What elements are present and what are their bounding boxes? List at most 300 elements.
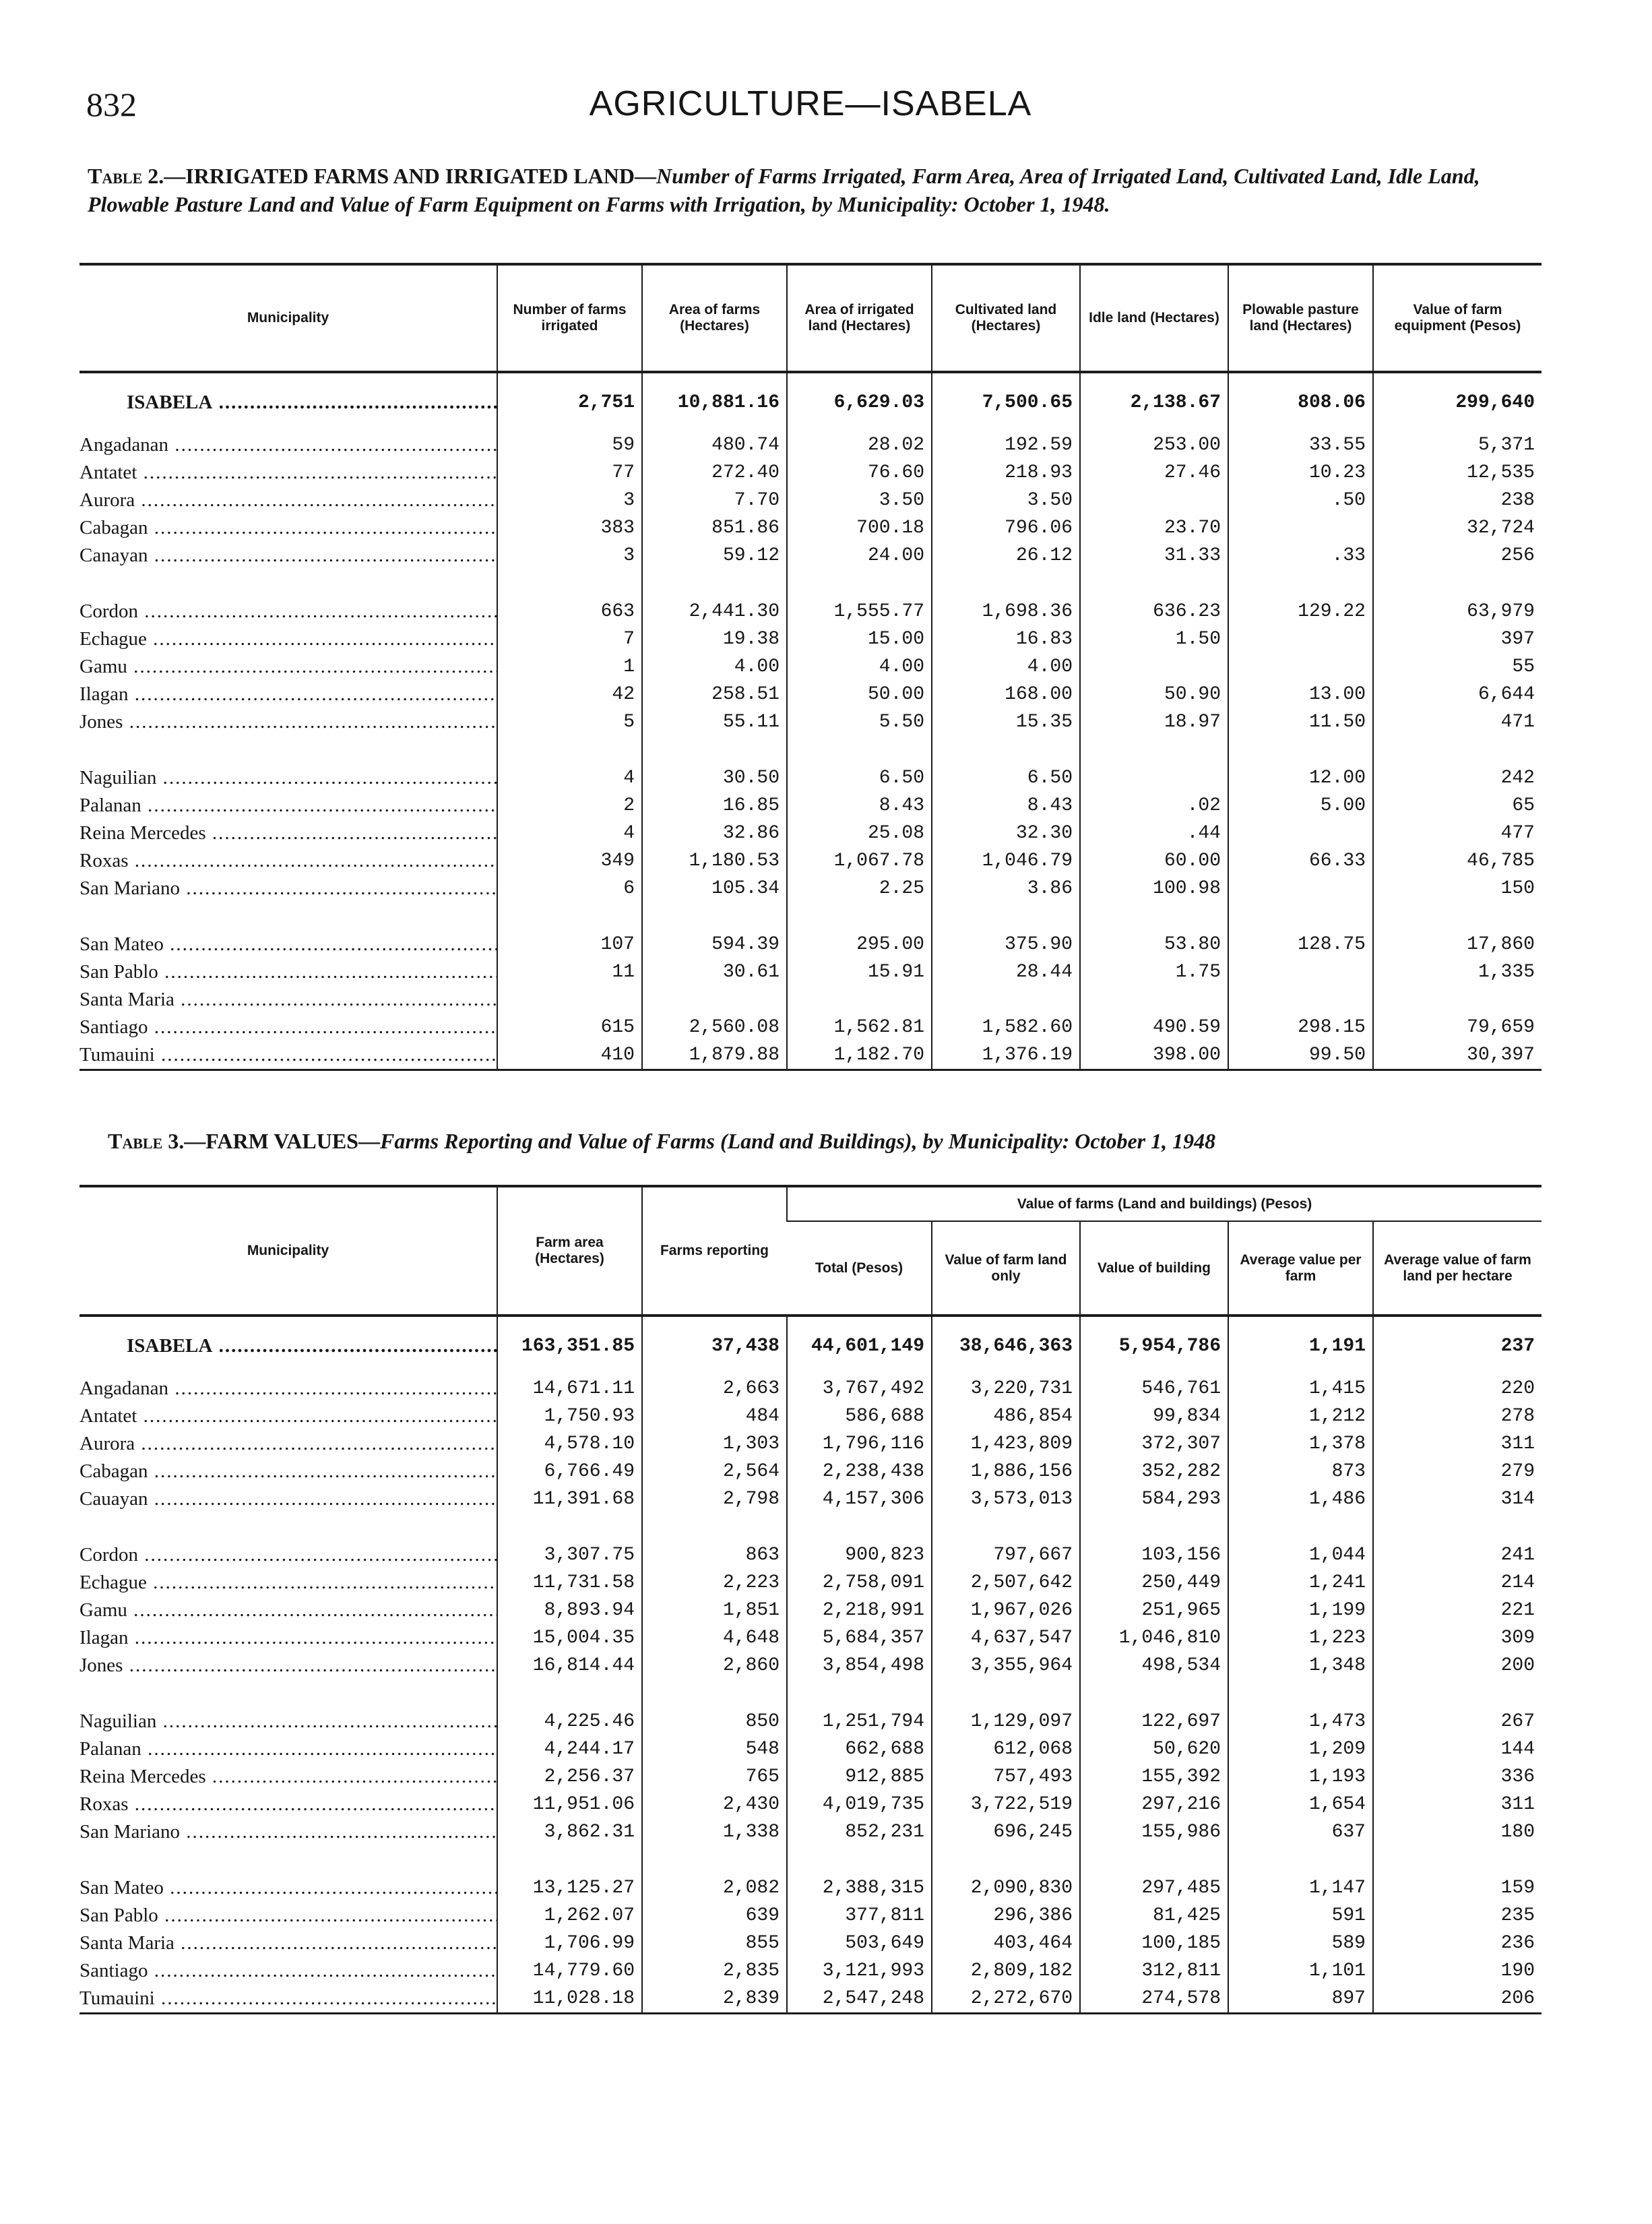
t3-cell-municipality <box>80 1763 497 1791</box>
t2-cell: 5 <box>497 708 642 736</box>
t2-cell: 168.00 <box>932 681 1080 708</box>
table2-caption <box>88 162 1539 218</box>
t3-cell: 1,473 <box>1228 1708 1373 1735</box>
t2-group-spacer <box>80 736 1542 764</box>
t3-municipality-name: Ilagan ..... <box>80 1627 497 1648</box>
t2-cell: 2.25 <box>787 875 932 902</box>
t3-municipality-name: Angadanan ..... <box>80 1378 497 1399</box>
t3-cell: 2,758,091 <box>787 1569 932 1597</box>
t2-cell-municipality <box>80 986 497 1014</box>
t2-cell: 59 <box>497 431 642 459</box>
t3-cell: 15,004.35 <box>497 1624 642 1652</box>
t2-row <box>80 1041 1542 1070</box>
t2-municipality-name: Cabagan ..... <box>80 517 497 538</box>
t3-cell: 2,564 <box>642 1458 787 1485</box>
t3-cell: 99,834 <box>1080 1402 1228 1430</box>
t3-row <box>80 1569 1542 1597</box>
t3-cell: 221 <box>1373 1597 1542 1624</box>
t3-cell: 309 <box>1373 1624 1542 1652</box>
t2-cell: 100.98 <box>1080 875 1228 902</box>
t3-cell: 200 <box>1373 1652 1542 1679</box>
t3-cell: 44,601,149 <box>787 1316 932 1375</box>
t2-header-idle-land: Idle land (Hectares) <box>1080 264 1228 372</box>
t3-cell: 37,438 <box>642 1316 787 1375</box>
t3-cell: 637 <box>1228 1818 1373 1846</box>
t3-header-farm-area: Farm area (Hectares) <box>497 1186 642 1316</box>
t2-municipality-name: Antatet ..... <box>80 462 497 483</box>
t3-cell-municipality <box>80 1708 497 1735</box>
t2-cell: 594.39 <box>642 931 787 958</box>
t2-cell: 477 <box>1373 820 1542 847</box>
t3-cell: 1,129,097 <box>932 1708 1080 1735</box>
t2-cell: 60.00 <box>1080 847 1228 875</box>
t3-cell: 214 <box>1373 1569 1542 1597</box>
t3-cell: 1,348 <box>1228 1652 1373 1679</box>
t3-cell: 279 <box>1373 1458 1542 1485</box>
t3-municipality-name: ISABELA ..... <box>127 1335 497 1357</box>
t2-cell: 6.50 <box>787 764 932 792</box>
t2-cell-municipality <box>80 542 497 569</box>
t2-cell: 700.18 <box>787 514 932 542</box>
table3-label: Table 3.—FARM VALUES— <box>108 1129 380 1153</box>
t2-cell: 105.34 <box>642 875 787 902</box>
table2-description: Number of Farms Irrigated, Farm Area, Area of Irrigated Land, Cultivated Land, Idle Land, Plowable Pasture Land and Value of Farm Equipment on Farms with Irrigation, by Municipality: October 1, 1948. <box>88 164 1480 216</box>
t2-municipality-name: Canayan ..... <box>80 545 497 566</box>
t2-cell: 383 <box>497 514 642 542</box>
t2-group-spacer <box>80 902 1542 931</box>
t3-cell-municipality <box>80 1957 497 1985</box>
t2-cell: 851.86 <box>642 514 787 542</box>
t2-cell: 2,751 <box>497 372 642 431</box>
t2-cell: 1.50 <box>1080 625 1228 653</box>
t3-cell: 1,886,156 <box>932 1458 1080 1485</box>
t2-cell: 8.43 <box>787 792 932 820</box>
t2-cell: 3 <box>497 542 642 569</box>
t2-cell: 12.00 <box>1228 764 1373 792</box>
t2-cell: 5.50 <box>787 708 932 736</box>
t3-cell: 4,578.10 <box>497 1430 642 1458</box>
t2-cell: 55.11 <box>642 708 787 736</box>
t3-cell: 4,244.17 <box>497 1735 642 1763</box>
t3-cell: 1,241 <box>1228 1569 1373 1597</box>
t3-cell: 1,415 <box>1228 1375 1373 1402</box>
t3-row <box>80 1458 1542 1485</box>
t2-cell: 23.70 <box>1080 514 1228 542</box>
t2-cell: 808.06 <box>1228 372 1373 431</box>
t2-cell: 615 <box>497 1014 642 1041</box>
t2-cell-municipality <box>80 598 497 625</box>
t2-cell: 397 <box>1373 625 1542 653</box>
t2-cell: 18.97 <box>1080 708 1228 736</box>
t2-cell: 46,785 <box>1373 847 1542 875</box>
t2-cell-municipality <box>80 1014 497 1041</box>
t3-cell: 274,578 <box>1080 1985 1228 2014</box>
t2-cell: 32,724 <box>1373 514 1542 542</box>
t3-cell: 1,423,809 <box>932 1430 1080 1458</box>
t2-cell-municipality <box>80 875 497 902</box>
t2-cell: 79,659 <box>1373 1014 1542 1041</box>
running-head: AGRICULTURE—ISABELA <box>589 84 1032 123</box>
t2-row <box>80 708 1542 736</box>
t3-cell: 2,839 <box>642 1985 787 2014</box>
t3-municipality-name: San Pablo ..... <box>80 1905 497 1926</box>
t3-row <box>80 1735 1542 1763</box>
t3-cell: 297,216 <box>1080 1791 1228 1818</box>
t3-cell: 103,156 <box>1080 1541 1228 1569</box>
t2-cell <box>787 986 932 1014</box>
t3-row <box>80 1791 1542 1818</box>
t2-cell: 50.90 <box>1080 681 1228 708</box>
t3-row <box>80 1624 1542 1652</box>
t3-cell-municipality <box>80 1929 497 1957</box>
t3-cell: 1,706.99 <box>497 1929 642 1957</box>
t2-municipality-name: San Pablo ..... <box>80 961 497 983</box>
t2-cell: 99.50 <box>1228 1041 1373 1070</box>
t3-cell: 1,191 <box>1228 1316 1373 1375</box>
t2-cell: 295.00 <box>787 931 932 958</box>
t3-row <box>80 1430 1542 1458</box>
t3-row <box>80 1402 1542 1430</box>
t3-cell: 2,082 <box>642 1874 787 1902</box>
t2-cell: 192.59 <box>932 431 1080 459</box>
t3-row <box>80 1485 1542 1513</box>
t2-cell: 32.30 <box>932 820 1080 847</box>
t2-cell: 1,182.70 <box>787 1041 932 1070</box>
t3-cell: 1,338 <box>642 1818 787 1846</box>
t2-row <box>80 459 1542 487</box>
t3-cell: 297,485 <box>1080 1874 1228 1902</box>
table2-irrigated-farms <box>80 263 1542 1071</box>
t3-group-spacer <box>80 1513 1542 1541</box>
t2-municipality-name: Reina Mercedes ..... <box>80 822 497 844</box>
t3-cell: 2,090,830 <box>932 1874 1080 1902</box>
t3-cell: 50,620 <box>1080 1735 1228 1763</box>
t2-cell: 6.50 <box>932 764 1080 792</box>
t2-cell: 24.00 <box>787 542 932 569</box>
t2-cell: 59.12 <box>642 542 787 569</box>
t2-cell: 10.23 <box>1228 459 1373 487</box>
t2-cell-municipality <box>80 653 497 681</box>
table3-body <box>80 1316 1542 2014</box>
t2-header-municipality: Municipality <box>80 264 497 372</box>
t2-cell-municipality <box>80 459 497 487</box>
t3-cell: 3,121,993 <box>787 1957 932 1985</box>
t2-cell-municipality <box>80 958 497 986</box>
t3-cell: 4,225.46 <box>497 1708 642 1735</box>
t3-cell: 311 <box>1373 1430 1542 1458</box>
t2-cell: 299,640 <box>1373 372 1542 431</box>
t3-cell: 2,223 <box>642 1569 787 1597</box>
t2-cell: .33 <box>1228 542 1373 569</box>
t3-cell: 38,646,363 <box>932 1316 1080 1375</box>
t3-row <box>80 1985 1542 2014</box>
table2-body <box>80 372 1542 1070</box>
table2-label: Table 2.—IRRIGATED FARMS AND IRRIGATED LAND— <box>88 164 656 188</box>
t3-cell: 3,355,964 <box>932 1652 1080 1679</box>
t3-cell: 2,507,642 <box>932 1569 1080 1597</box>
t2-cell: 30.50 <box>642 764 787 792</box>
t3-cell: 11,391.68 <box>497 1485 642 1513</box>
t3-cell-municipality <box>80 1597 497 1624</box>
t2-group-spacer <box>80 569 1542 598</box>
t2-row <box>80 681 1542 708</box>
t3-header-farms-reporting: Farms reporting <box>642 1186 787 1316</box>
t3-cell: 4,157,306 <box>787 1485 932 1513</box>
t3-cell-municipality <box>80 1735 497 1763</box>
t2-cell: 1,046.79 <box>932 847 1080 875</box>
t2-cell: 4 <box>497 820 642 847</box>
t2-municipality-name: San Mariano ..... <box>80 877 497 899</box>
t3-cell: 3,220,731 <box>932 1375 1080 1402</box>
t3-row <box>80 1874 1542 1902</box>
t2-cell-municipality <box>80 681 497 708</box>
page-header <box>80 81 1542 135</box>
t3-cell: 1,967,026 <box>932 1597 1080 1624</box>
t2-cell: 5.00 <box>1228 792 1373 820</box>
t3-cell: 855 <box>642 1929 787 1957</box>
t2-cell: 1,180.53 <box>642 847 787 875</box>
t2-cell: 6 <box>497 875 642 902</box>
t2-header-pasture-land: Plowable pasture land (Hectares) <box>1228 264 1373 372</box>
t3-cell: 484 <box>642 1402 787 1430</box>
t3-cell: 1,101 <box>1228 1957 1373 1985</box>
t2-cell: 16.83 <box>932 625 1080 653</box>
t3-cell-municipality <box>80 1402 497 1430</box>
t2-cell: 3.50 <box>932 487 1080 514</box>
t2-header-farm-area: Area of farms (Hectares) <box>642 264 787 372</box>
t3-cell-municipality <box>80 1458 497 1485</box>
t3-cell: 589 <box>1228 1929 1373 1957</box>
t2-cell: 1,698.36 <box>932 598 1080 625</box>
t2-cell: 11.50 <box>1228 708 1373 736</box>
t3-cell: 1,209 <box>1228 1735 1373 1763</box>
t2-cell: 2,560.08 <box>642 1014 787 1041</box>
t3-cell: 16,814.44 <box>497 1652 642 1679</box>
t3-municipality-name: San Mariano ..... <box>80 1821 497 1843</box>
t2-cell-municipality <box>80 1041 497 1070</box>
t3-header-value-group: Value of farms (Land and buildings) (Pesos) <box>787 1186 1542 1221</box>
t2-municipality-name: Cordon ..... <box>80 600 497 622</box>
t2-municipality-name: Angadanan ..... <box>80 434 497 456</box>
t3-cell-municipality <box>80 1902 497 1929</box>
t3-cell: 1,262.07 <box>497 1902 642 1929</box>
t3-header-municipality: Municipality <box>80 1186 497 1316</box>
t2-cell: 28.44 <box>932 958 1080 986</box>
t2-cell-municipality <box>80 372 497 431</box>
t3-municipality-name: Echague ..... <box>80 1572 497 1593</box>
t3-cell: 236 <box>1373 1929 1542 1957</box>
table3-description: Farms Reporting and Value of Farms (Land and Buildings), by Municipality: October 1, 1948 <box>379 1129 1216 1153</box>
t2-cell: 63,979 <box>1373 598 1542 625</box>
t2-cell: 3.50 <box>787 487 932 514</box>
t3-cell: 5,954,786 <box>1080 1316 1228 1375</box>
t3-cell-municipality <box>80 1569 497 1597</box>
t3-row <box>80 1818 1542 1846</box>
t3-cell-municipality <box>80 1541 497 1569</box>
t3-cell-municipality <box>80 1985 497 2014</box>
t3-cell: 1,212 <box>1228 1402 1373 1430</box>
t2-cell: 77 <box>497 459 642 487</box>
t3-cell: 237 <box>1373 1316 1542 1375</box>
t2-cell: 30.61 <box>642 958 787 986</box>
t3-cell: 81,425 <box>1080 1902 1228 1929</box>
t3-cell: 3,573,013 <box>932 1485 1080 1513</box>
t3-municipality-name: Cordon ..... <box>80 1544 497 1566</box>
t2-cell: 42 <box>497 681 642 708</box>
t2-cell: 8.43 <box>932 792 1080 820</box>
t3-row <box>80 1652 1542 1679</box>
t2-cell: 1,067.78 <box>787 847 932 875</box>
t2-cell: 107 <box>497 931 642 958</box>
t2-cell: 398.00 <box>1080 1041 1228 1070</box>
t2-cell <box>1228 514 1373 542</box>
t3-cell: 863 <box>642 1541 787 1569</box>
t3-cell: 312,811 <box>1080 1957 1228 1985</box>
t3-row <box>80 1957 1542 1985</box>
t3-header-avg-per-hectare: Average value of farm land per hectare <box>1373 1221 1542 1316</box>
t2-cell: 410 <box>497 1041 642 1070</box>
t3-total-row <box>80 1316 1542 1375</box>
table3-caption <box>108 1127 1560 1155</box>
t3-cell: 897 <box>1228 1985 1373 2014</box>
t2-cell-municipality <box>80 931 497 958</box>
t3-cell: 2,388,315 <box>787 1874 932 1902</box>
t3-cell-municipality <box>80 1818 497 1846</box>
t2-cell: 5,371 <box>1373 431 1542 459</box>
t3-cell: 336 <box>1373 1763 1542 1791</box>
t2-cell: 50.00 <box>787 681 932 708</box>
t3-municipality-name: Naguilian ..... <box>80 1710 497 1732</box>
t3-cell: 1,223 <box>1228 1624 1373 1652</box>
t3-cell: 2,860 <box>642 1652 787 1679</box>
t2-cell: 1,562.81 <box>787 1014 932 1041</box>
t3-cell: 190 <box>1373 1957 1542 1985</box>
t2-row <box>80 764 1542 792</box>
t2-row <box>80 875 1542 902</box>
t2-cell: 258.51 <box>642 681 787 708</box>
t3-row <box>80 1541 1542 1569</box>
t2-cell: 55 <box>1373 653 1542 681</box>
t3-cell: 251,965 <box>1080 1597 1228 1624</box>
t2-cell <box>1080 986 1228 1014</box>
t2-municipality-name: Ilagan ..... <box>80 683 497 705</box>
t3-cell: 296,386 <box>932 1902 1080 1929</box>
t3-cell: 1,378 <box>1228 1430 1373 1458</box>
t2-cell: 28.02 <box>787 431 932 459</box>
t2-cell: 26.12 <box>932 542 1080 569</box>
t3-cell: 13,125.27 <box>497 1874 642 1902</box>
t2-cell: 10,881.16 <box>642 372 787 431</box>
t2-cell: 33.55 <box>1228 431 1373 459</box>
t2-cell: 349 <box>497 847 642 875</box>
t3-cell: 206 <box>1373 1985 1542 2014</box>
t2-cell-municipality <box>80 792 497 820</box>
t2-header-irrigated-area: Area of irrigated land (Hectares) <box>787 264 932 372</box>
t3-cell: 220 <box>1373 1375 1542 1402</box>
t3-cell: 267 <box>1373 1708 1542 1735</box>
t3-header-total: Total (Pesos) <box>787 1221 932 1316</box>
t3-cell: 757,493 <box>932 1763 1080 1791</box>
t3-cell: 2,798 <box>642 1485 787 1513</box>
t3-header-avg-per-farm: Average value per farm <box>1228 1221 1373 1316</box>
t3-cell: 1,147 <box>1228 1874 1373 1902</box>
t3-cell: 5,684,357 <box>787 1624 932 1652</box>
t2-municipality-name: San Mateo ..... <box>80 933 497 955</box>
t2-cell <box>1373 986 1542 1014</box>
t3-row <box>80 1708 1542 1735</box>
t3-municipality-name: Palanan ..... <box>80 1738 497 1760</box>
t3-cell: 852,231 <box>787 1818 932 1846</box>
t2-municipality-name: Roxas ..... <box>80 850 497 871</box>
t3-cell: 503,649 <box>787 1929 932 1957</box>
t2-total-row <box>80 372 1542 431</box>
t3-cell: 144 <box>1373 1735 1542 1763</box>
t2-header-equipment-value: Value of farm equipment (Pesos) <box>1373 264 1542 372</box>
t2-cell: 7.70 <box>642 487 787 514</box>
t2-cell: 471 <box>1373 708 1542 736</box>
t2-cell: 4.00 <box>932 653 1080 681</box>
t3-cell: 2,272,670 <box>932 1985 1080 2014</box>
t3-cell: 8,893.94 <box>497 1597 642 1624</box>
t2-cell: 2,441.30 <box>642 598 787 625</box>
t2-cell: 1,335 <box>1373 958 1542 986</box>
t3-header-land-only: Value of farm land only <box>932 1221 1080 1316</box>
t3-cell: 250,449 <box>1080 1569 1228 1597</box>
t3-municipality-name: Jones ..... <box>80 1655 497 1676</box>
t3-cell: 235 <box>1373 1902 1542 1929</box>
t2-cell <box>1228 625 1373 653</box>
t3-municipality-name: Cabagan ..... <box>80 1460 497 1482</box>
t3-cell: 1,796,116 <box>787 1430 932 1458</box>
t3-cell: 1,046,810 <box>1080 1624 1228 1652</box>
t3-cell: 486,854 <box>932 1402 1080 1430</box>
t3-cell: 1,750.93 <box>497 1402 642 1430</box>
t3-cell-municipality <box>80 1652 497 1679</box>
t3-cell: 163,351.85 <box>497 1316 642 1375</box>
t2-cell: 480.74 <box>642 431 787 459</box>
t3-municipality-name: San Mateo ..... <box>80 1877 497 1898</box>
t2-cell: 53.80 <box>1080 931 1228 958</box>
t2-cell: 1,582.60 <box>932 1014 1080 1041</box>
t2-cell: 7,500.65 <box>932 372 1080 431</box>
t2-cell: .44 <box>1080 820 1228 847</box>
t3-cell: 912,885 <box>787 1763 932 1791</box>
t2-municipality-name: ISABELA ..... <box>127 392 497 413</box>
t2-row <box>80 958 1542 986</box>
t2-cell: 31.33 <box>1080 542 1228 569</box>
t3-cell: 2,256.37 <box>497 1763 642 1791</box>
t2-row <box>80 514 1542 542</box>
t2-cell-municipality <box>80 764 497 792</box>
t3-cell-municipality <box>80 1791 497 1818</box>
t2-cell: 76.60 <box>787 459 932 487</box>
t3-municipality-name: Antatet ..... <box>80 1405 497 1427</box>
t3-cell: 3,854,498 <box>787 1652 932 1679</box>
t3-cell: 1,486 <box>1228 1485 1373 1513</box>
t3-cell: 314 <box>1373 1485 1542 1513</box>
t3-cell: 765 <box>642 1763 787 1791</box>
t3-cell: 1,044 <box>1228 1541 1373 1569</box>
t2-cell-municipality <box>80 708 497 736</box>
t3-cell: 4,637,547 <box>932 1624 1080 1652</box>
t2-cell <box>1228 820 1373 847</box>
t3-municipality-name: Aurora ..... <box>80 1433 497 1454</box>
t3-cell: 11,731.58 <box>497 1569 642 1597</box>
t2-cell: 32.86 <box>642 820 787 847</box>
t3-cell-municipality <box>80 1874 497 1902</box>
t3-cell: 639 <box>642 1902 787 1929</box>
t2-cell: 15.35 <box>932 708 1080 736</box>
